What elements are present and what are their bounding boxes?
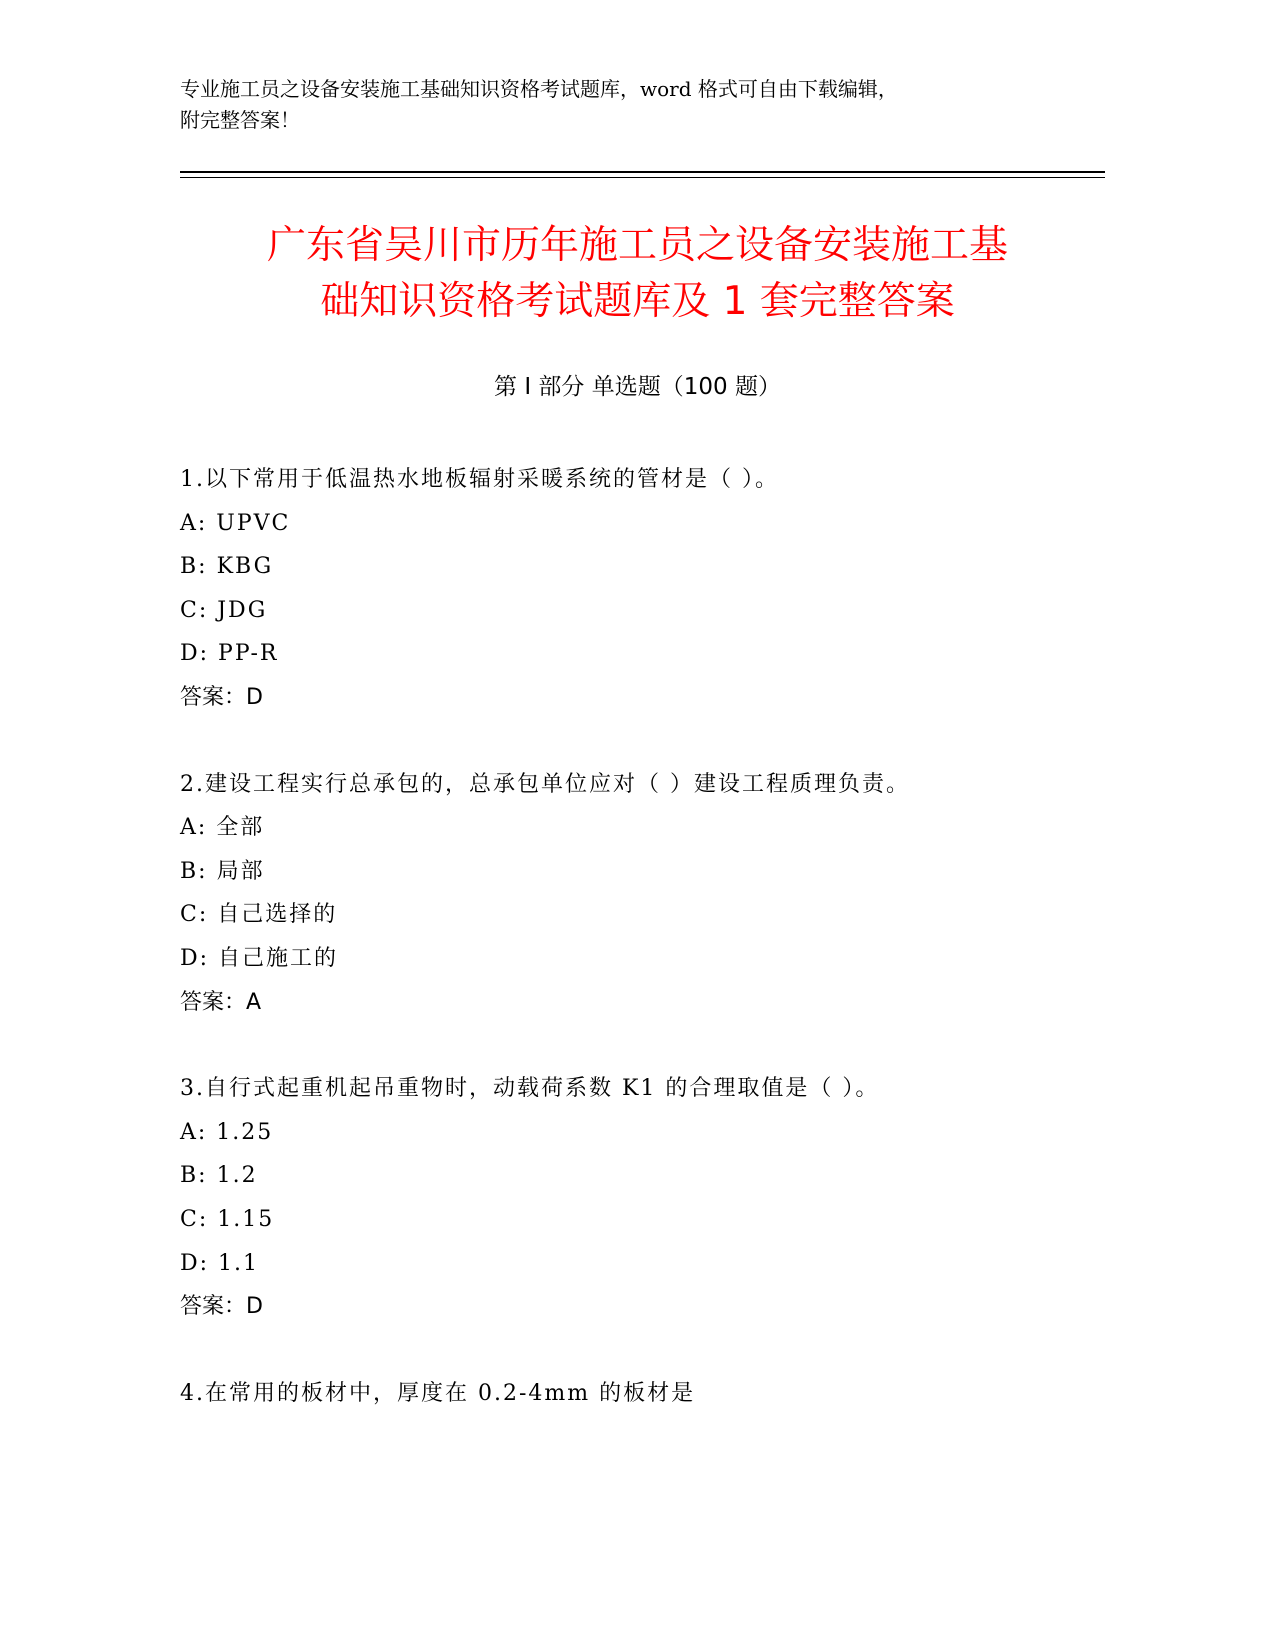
header-note-line-2: 附完整答案！ (180, 108, 300, 132)
header-note (180, 74, 1040, 136)
header-divider-thick (180, 171, 1105, 173)
section-title: 第 I 部分 单选题（100 题） (494, 374, 781, 400)
option-d: D: 1.1 (180, 1250, 260, 1276)
question-stem: 1.以下常用于低温热水地板辐射采暖系统的管材是（ ）。 (180, 467, 779, 492)
option-a: A: 1.25 (180, 1119, 274, 1145)
answer: 答案：D (180, 684, 263, 710)
answer: 答案：A (180, 989, 262, 1015)
question-2 (180, 763, 1110, 1025)
document-title-line-1: 广东省吴川市历年施工员之设备安装施工基 (266, 223, 1008, 268)
header-divider-thin (180, 177, 1105, 178)
question-3 (180, 1067, 1110, 1329)
question-list (180, 458, 1110, 1458)
document-title-line-2: 础知识资格考试题库及 1 套完整答案 (320, 279, 955, 324)
option-d: D: PP-R (180, 641, 279, 667)
question-stem: 4.在常用的板材中，厚度在 0.2-4mm 的板材是 (180, 1380, 696, 1406)
option-c: C: 1.15 (180, 1206, 275, 1232)
option-b: B: 1.2 (180, 1163, 258, 1189)
question-stem: 3.自行式起重机起吊重物时，动载荷系数 K1 的合理取值是（ ）。 (180, 1076, 880, 1102)
option-b: B: 局部 (180, 858, 265, 884)
answer: 答案：D (180, 1294, 263, 1320)
option-a: A: UPVC (180, 510, 291, 536)
question-stem: 2.建设工程实行总承包的，总承包单位应对（ ）建设工程质理负责。 (180, 771, 910, 797)
header-note-line-1: 专业施工员之设备安装施工基础知识资格考试题库，word 格式可自由下载编辑， (180, 77, 898, 101)
document-title (150, 218, 1125, 330)
option-c: C: 自己选择的 (180, 902, 338, 928)
question-4 (180, 1372, 1110, 1416)
option-d: D: 自己施工的 (180, 945, 339, 971)
question-1 (180, 458, 1110, 720)
option-c: C: JDG (180, 597, 268, 623)
option-a: A: 全部 (180, 815, 265, 841)
option-b: B: KBG (180, 554, 274, 580)
